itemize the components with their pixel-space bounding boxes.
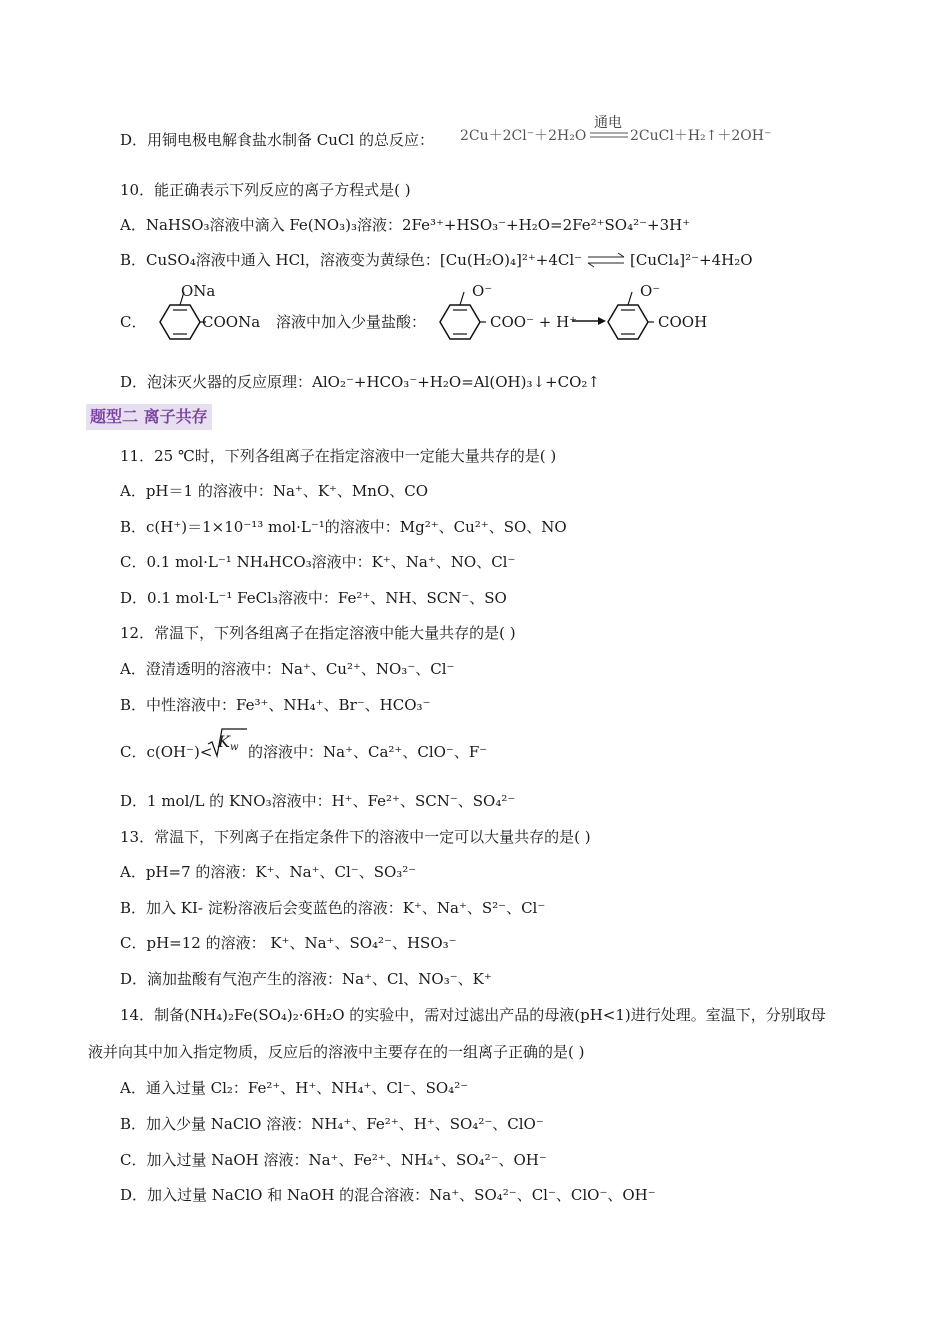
section-heading: 题型二 离子共存 [86, 404, 212, 430]
q9-eq-double-line-icon [590, 130, 628, 140]
q10-option-b [120, 250, 582, 270]
q9-eq-rhs: 2CuCl＋H₂↑＋2OH⁻ [630, 128, 772, 144]
q12-option-c [120, 742, 212, 762]
q14-option-a: A．通入过量 Cl₂：Fe²⁺、H⁺、NH₄⁺、Cl⁻、SO₄²⁻ [120, 1079, 469, 1097]
q9-eq-lhs: 2Cu＋2Cl⁻＋2H₂O [460, 128, 587, 144]
q10-struct2-group: COO⁻ + H⁺ [490, 313, 578, 331]
q14-option-d: D．加入过量 NaClO 和 NaOH 的混合溶液：Na⁺、SO₄²⁻、Cl⁻、ClO⁻、OH⁻ [120, 1186, 656, 1204]
q13-stem: 13．常温下，下列离子在指定条件下的溶液中一定可以大量共存的是( ) [120, 828, 591, 846]
q13-option-c: C．pH=12 的溶液： K⁺、Na⁺、SO₄²⁻、HSO₃⁻ [120, 934, 457, 952]
q12-option-c-post: 的溶液中：Na⁺、Ca²⁺、ClO⁻、F⁻ [248, 743, 488, 761]
q10-option-b-pre: B．CuSO₄溶液中通入 HCl，溶液变为黄绿色：[Cu(H₂O)₄]²⁺+4Cl⁻ [120, 251, 583, 269]
q12-option-b: B．中性溶液中：Fe³⁺、NH₄⁺、Br⁻、HCO₃⁻ [120, 696, 431, 714]
q13-option-a: A．pH=7 的溶液：K⁺、Na⁺、Cl⁻、SO₃²⁻ [120, 863, 417, 881]
q13-option-b: B．加入 KI- 淀粉溶液后会变蓝色的溶液：K⁺、Na⁺、S²⁻、Cl⁻ [120, 899, 546, 917]
q11-stem: 11．25 ℃时，下列各组离子在指定溶液中一定能大量共存的是( ) [120, 447, 557, 465]
q12-option-a: A．澄清透明的溶液中：Na⁺、Cu²⁺、NO₃⁻、Cl⁻ [120, 660, 455, 678]
q10-option-d: D．泡沫灭火器的反应原理：AlO₂⁻+HCO₃⁻+H₂O=Al(OH)₃↓+CO₂↑ [120, 373, 600, 391]
q9-option-d [120, 130, 434, 150]
q14-stem-line2: 液并向其中加入指定物质，反应后的溶液中主要存在的一组离子正确的是( ) [88, 1043, 585, 1061]
q10-struct1-group: COONa [202, 313, 261, 331]
q12-sqrt-k-letter: K [218, 732, 230, 751]
q10-option-a: A．NaHSO₃溶液中滴入 Fe(NO₃)₃溶液：2Fe³⁺+HSO₃⁻+H₂O=2Fe²⁺SO₄²⁻+3H⁺ [120, 216, 691, 234]
q12-option-c-pre: C．c(OH⁻)< [120, 743, 213, 761]
q11-option-d: D．0.1 mol·L⁻¹ FeCl₃溶液中：Fe²⁺、NH、SCN⁻、SO [120, 589, 507, 607]
q9-equation [460, 126, 586, 146]
q10-option-b-post: [CuCl₄]²⁻+4H₂O [630, 251, 753, 269]
q14-option-c: C．加入过量 NaOH 溶液：Na⁺、Fe²⁺、NH₄⁺、SO₄²⁻、OH⁻ [120, 1151, 547, 1169]
q9-option-d-label: D．用铜电极电解食盐水制备 CuCl 的总反应： [120, 131, 434, 149]
q13-option-d: D．滴加盐酸有气泡产生的溶液：Na⁺、Cl、NO₃⁻、K⁺ [120, 970, 492, 988]
q10-struct2-substituent: O⁻ [472, 282, 493, 300]
q10-option-c-label: C． [120, 313, 147, 331]
q10-struct3-substituent: O⁻ [640, 282, 661, 300]
q10-option-c-mid: 溶液中加入少量盐酸： [276, 313, 427, 331]
q12-option-d: D．1 mol/L 的 KNO₃溶液中：H⁺、Fe²⁺、SCN⁻、SO₄²⁻ [120, 792, 516, 810]
q12-sqrt-k-sub: w [229, 742, 239, 753]
q11-option-b: B．c(H⁺)＝1×10⁻¹³ mol·L⁻¹的溶液中：Mg²⁺、Cu²⁺、SO、NO [120, 518, 567, 536]
q14-option-b: B．加入少量 NaClO 溶液：NH₄⁺、Fe²⁺、H⁺、SO₄²⁻、ClO⁻ [120, 1115, 544, 1133]
q11-option-a: A．pH＝1 的溶液中：Na⁺、K⁺、MnO、CO [120, 482, 429, 500]
q10-struct1-substituent: ONa [181, 282, 216, 300]
q14-stem-line1: 14．制备(NH₄)₂Fe(SO₄)₂·6H₂O 的实验中，需对过滤出产品的母液(pH<1)进行处理。室温下，分别取母 [120, 1006, 826, 1024]
q12-stem: 12．常温下，下列各组离子在指定溶液中能大量共存的是( ) [120, 624, 516, 642]
q12-sqrt-k [218, 732, 239, 753]
q11-option-c: C．0.1 mol·L⁻¹ NH₄HCO₃溶液中：K⁺、Na⁺、NO、Cl⁻ [120, 553, 516, 571]
q9-eq-condition: 通电 [594, 115, 622, 131]
q10-stem: 10．能正确表示下列反应的离子方程式是( ) [120, 181, 411, 199]
q10-equilibrium-arrow-icon [586, 252, 626, 268]
q10-struct3-group: COOH [658, 313, 708, 331]
